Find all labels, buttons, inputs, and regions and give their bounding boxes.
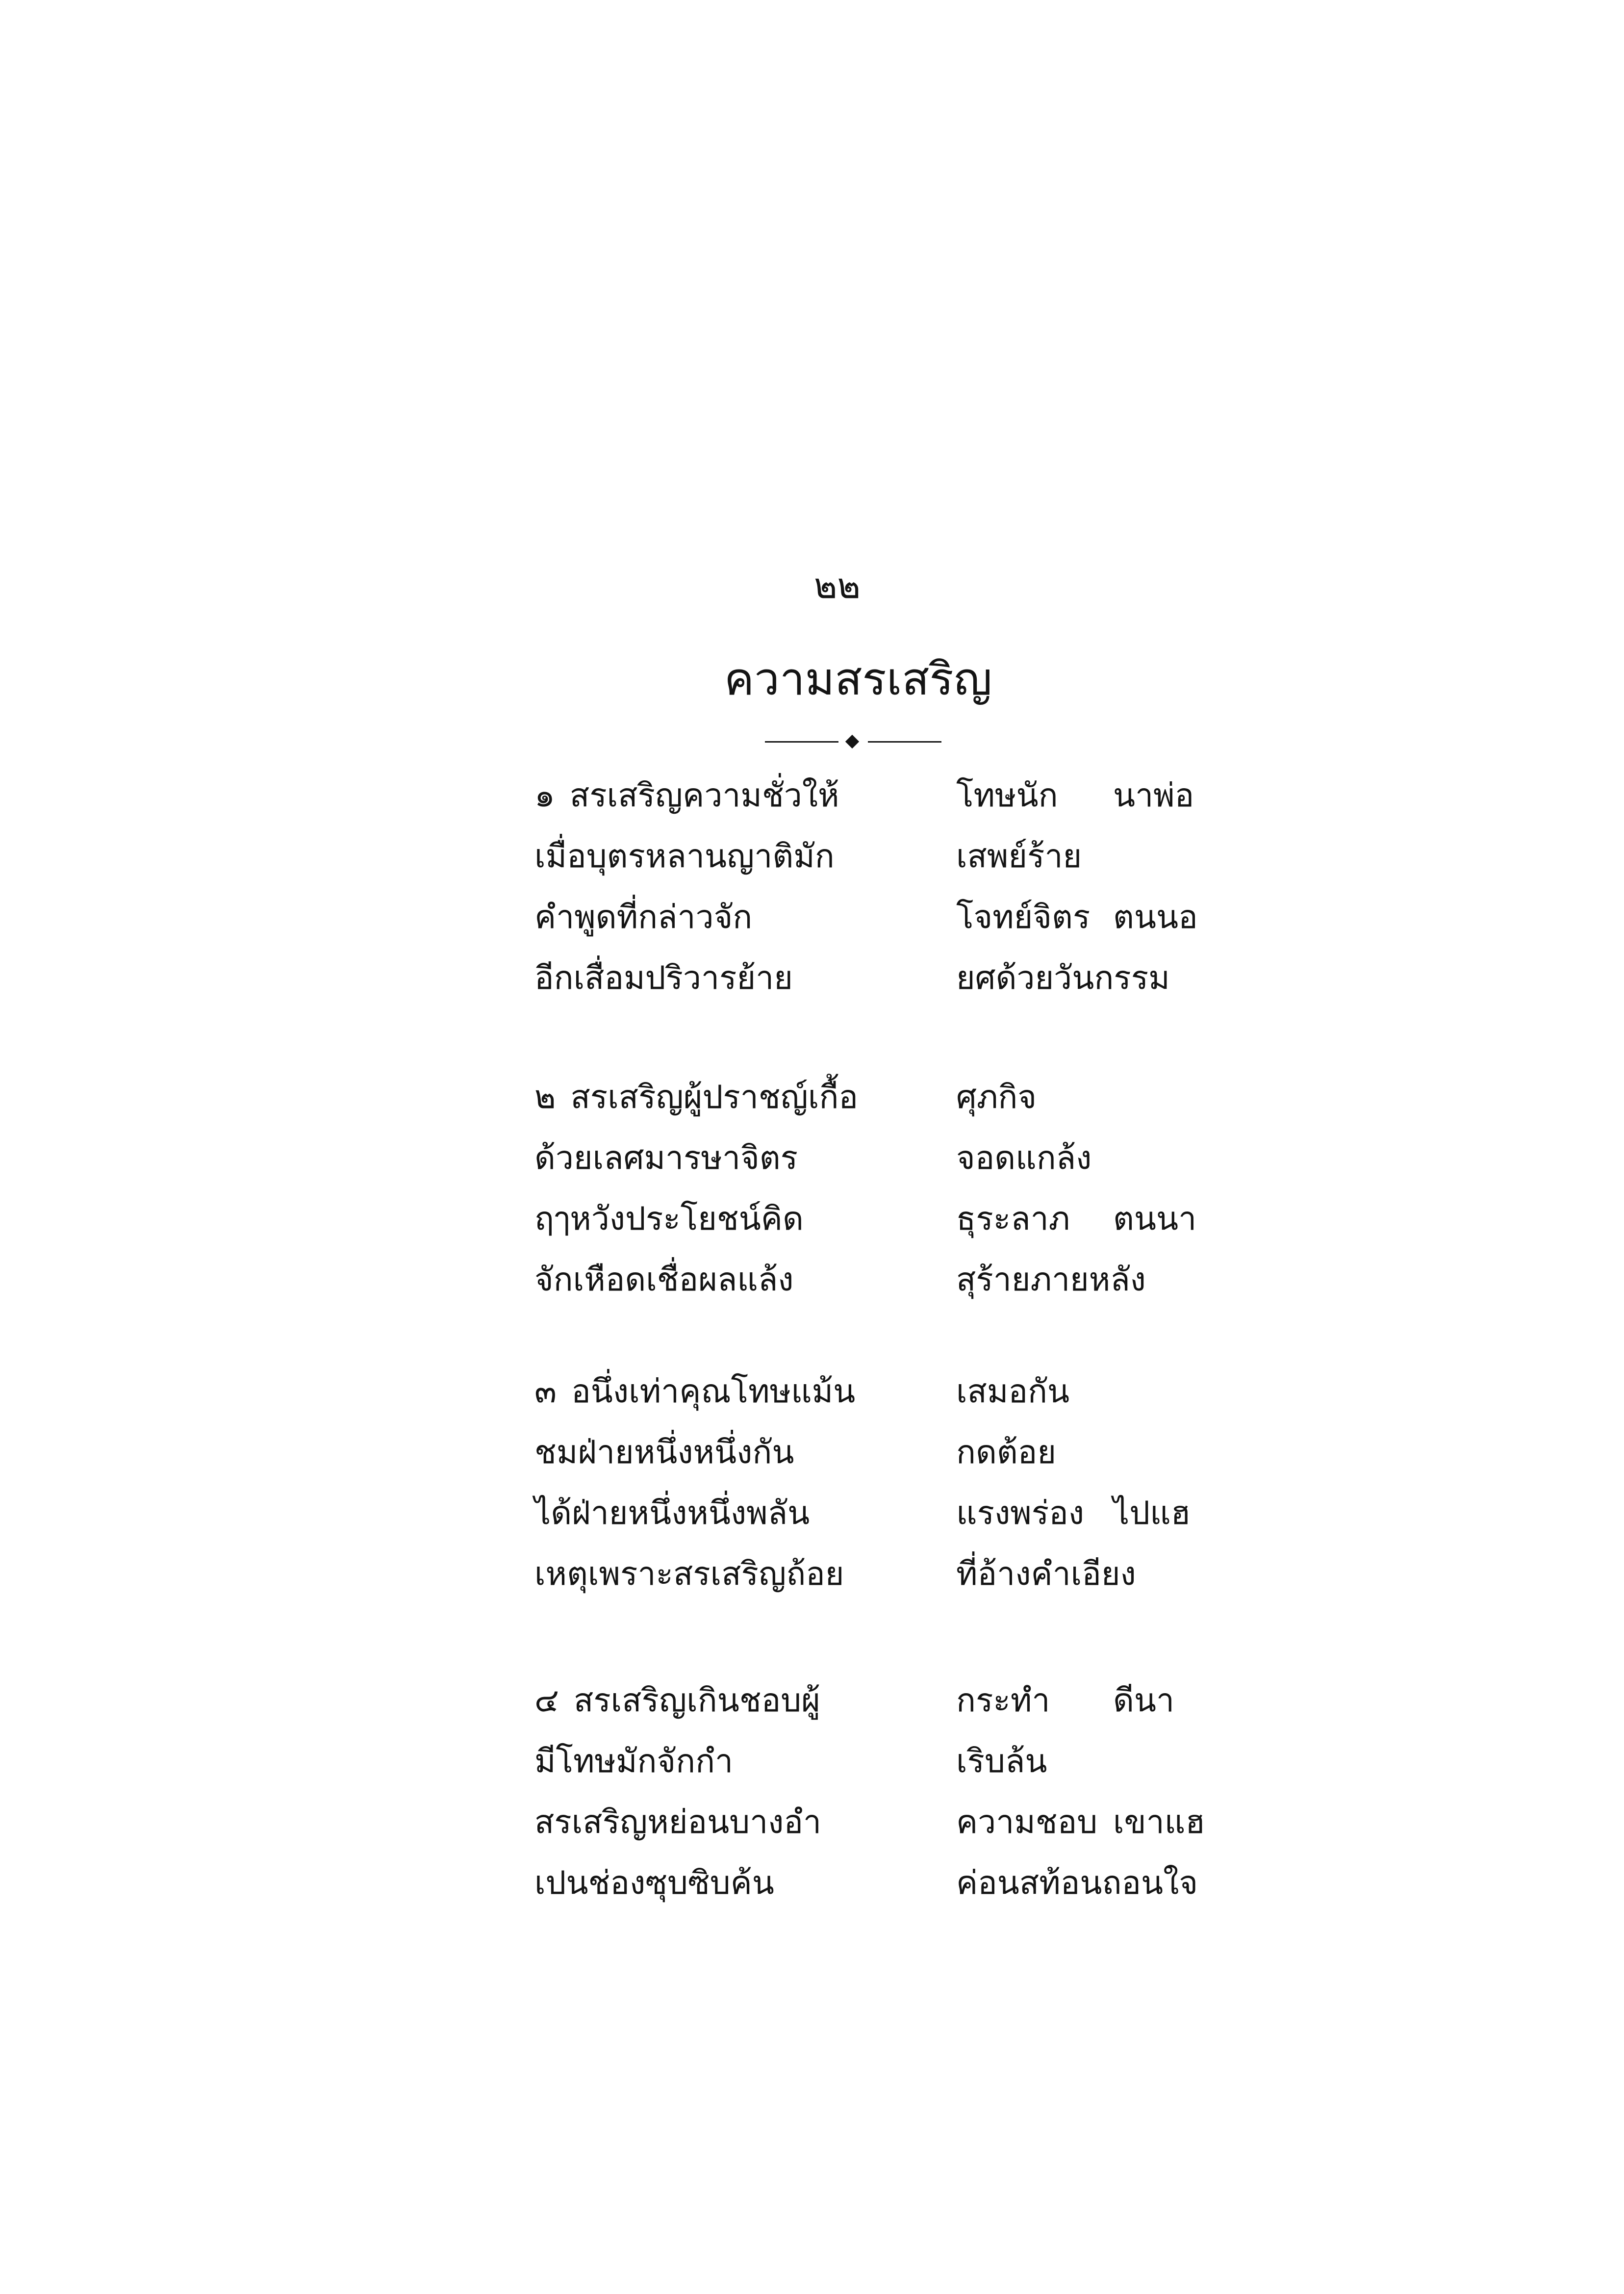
verse-second-half: ธุระลาภ	[956, 1200, 1070, 1237]
verse-line	[534, 1249, 1250, 1310]
page-title: ความสรเสริญ	[724, 653, 992, 705]
stanza-3	[534, 1361, 1250, 1604]
verse-second-half: โจทย์จิตร	[956, 898, 1091, 936]
verse-second-half: ยศด้วยวันกรรม	[956, 959, 1170, 997]
verse-first-half: เหตุเพราะสรเสริญถ้อย	[534, 1555, 844, 1593]
verse-second-half: ค่อนสท้อนถอนใจ	[956, 1864, 1198, 1902]
stanza-4	[534, 1670, 1250, 1913]
verse-line	[534, 765, 1250, 826]
verse-second-half: ความชอบ	[956, 1803, 1098, 1841]
ornament-rule-left	[765, 741, 838, 743]
verse-line	[534, 948, 1250, 1008]
verse-first-half: อนึ่งเท่าคุณโทษแม้น	[571, 1372, 856, 1410]
verse-line	[534, 1792, 1250, 1853]
verse-ending: เขาแฮ	[1113, 1803, 1205, 1841]
stanza-number: ๒	[534, 1078, 556, 1116]
verse-first-half: เมื่อบุตรหลานญาติมัก	[534, 837, 835, 875]
stanza-1	[534, 765, 1250, 1008]
verse-first-half: ฤๅหวังประโยชน์คิด	[534, 1200, 804, 1237]
verse-second-half: ที่อ้างคำเอียง	[956, 1555, 1136, 1593]
stanza-2	[534, 1067, 1250, 1310]
stanza-number: ๔	[534, 1681, 559, 1719]
title-ornament	[765, 736, 941, 747]
verse-first-half: ชมฝ่ายหนึ่งหนึ่งกัน	[534, 1433, 794, 1471]
ornament-rule-right	[868, 741, 941, 743]
verse-first-half: สรเสริญเกินชอบผู้	[573, 1681, 820, 1719]
verse-first-half: อีกเสื่อมปริวารย้าย	[534, 959, 793, 997]
verse-second-half: กระทำ	[956, 1681, 1050, 1719]
stanza-number: ๓	[534, 1372, 557, 1410]
verse-line	[534, 826, 1250, 887]
verse-first-half: ด้วยเลศมารษาจิตร	[534, 1139, 798, 1177]
verse-first-half: คำพูดที่กล่าวจัก	[534, 898, 753, 936]
verse-first-half: จักเหือดเชื่อผลแล้ง	[534, 1261, 794, 1298]
verse-second-half: แรงพร่อง	[956, 1494, 1085, 1532]
verse-line	[534, 1731, 1250, 1792]
verse-ending: นาพ่อ	[1113, 776, 1194, 814]
verse-ending: ตนนา	[1113, 1200, 1197, 1237]
verse-line	[534, 1422, 1250, 1483]
verse-first-half: เปนช่องซุบซิบค้น	[534, 1864, 774, 1902]
verse-line	[534, 1361, 1250, 1422]
verse-ending: ดีนา	[1113, 1681, 1175, 1719]
verse-second-half: จอดแกล้ง	[956, 1139, 1092, 1177]
verse-second-half: เสพย์ร้าย	[956, 837, 1082, 875]
verse-second-half: ศุภกิจ	[956, 1078, 1037, 1116]
verse-line	[534, 1544, 1250, 1604]
verse-ending: ตนนอ	[1113, 898, 1198, 936]
verse-first-half: สรเสริญหย่อนบางอำ	[534, 1803, 822, 1841]
stanza-number: ๑	[534, 776, 555, 814]
verse-second-half: เริบล้น	[956, 1742, 1047, 1780]
page-number: ๒๒	[814, 565, 861, 606]
verse-second-half: โทษนัก	[956, 776, 1058, 814]
verse-second-half: เสมอกัน	[956, 1372, 1070, 1410]
verse-line	[534, 1128, 1250, 1188]
verse-line	[534, 1670, 1250, 1731]
verse-line	[534, 1188, 1250, 1249]
verse-second-half: กดต้อย	[956, 1433, 1056, 1471]
verse-line	[534, 1483, 1250, 1544]
verse-first-half: สรเสริญความชั่วให้	[569, 776, 839, 814]
verse-first-half: ได้ฝ่ายหนึ่งหนึ่งพลัน	[534, 1494, 810, 1532]
verse-line	[534, 1067, 1250, 1128]
verse-first-half: มีโทษมักจักกำ	[534, 1742, 734, 1780]
ornament-diamond-icon	[843, 736, 863, 747]
verse-line	[534, 887, 1250, 948]
verse-second-half: สุร้ายภายหลัง	[956, 1261, 1146, 1298]
verse-first-half: สรเสริญผู้ปราชญ์เกื้อ	[570, 1078, 859, 1116]
verse-ending: ไปแฮ	[1113, 1494, 1191, 1532]
verse-line	[534, 1853, 1250, 1913]
